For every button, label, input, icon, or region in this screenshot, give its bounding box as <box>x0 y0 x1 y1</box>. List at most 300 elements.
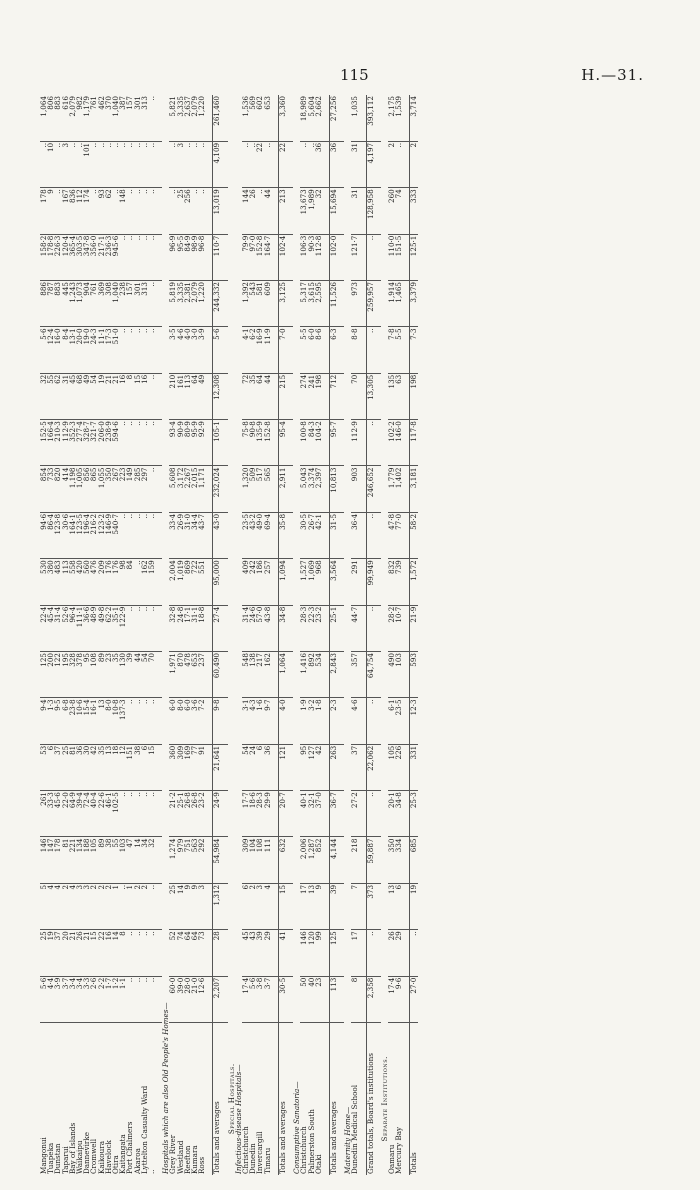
table-row <box>242 95 249 1175</box>
table-cell: 157 <box>126 281 133 327</box>
spacer-cell <box>221 883 228 929</box>
spacer-cell <box>359 559 367 605</box>
table-row <box>126 95 133 1175</box>
table-cell: 291 <box>351 559 358 605</box>
spacer-cell <box>337 837 344 883</box>
table-cell: 328·7 <box>83 420 90 466</box>
row-label: Kaitangata <box>119 1023 126 1176</box>
table-cell: .. <box>148 930 155 976</box>
table-cell: .. <box>191 141 198 187</box>
table-cell: 3·9 <box>54 976 61 1022</box>
table-cell: 46·1 <box>105 791 112 837</box>
table-cell: 870 <box>177 652 184 698</box>
table-cell: 3 <box>76 883 83 929</box>
table-cell: 33·3 <box>47 791 54 837</box>
table-cell: 261,460 <box>213 95 221 141</box>
row-label: Mercury Bay <box>395 1023 402 1176</box>
table-cell: 1·6 <box>256 698 263 744</box>
table-cell: 100·8 <box>300 420 307 466</box>
table-cell: 174 <box>83 188 90 234</box>
table-cell: 5·6 <box>40 327 47 373</box>
row-label: Reefton <box>184 1023 191 1176</box>
table-cell: 722 <box>191 559 198 605</box>
table-cell: 309 <box>242 837 249 883</box>
table-cell: 62 <box>105 188 112 234</box>
table-cell: 28·3 <box>256 791 263 837</box>
table-cell: 1,243 <box>69 281 76 327</box>
spacer-cell <box>286 373 293 419</box>
table-cell: 37 <box>54 930 61 976</box>
table-cell: 97·0 <box>249 234 256 280</box>
table-cell: 117·8 <box>410 420 418 466</box>
table-cell: 2 <box>410 141 418 187</box>
table-cell: 6 <box>242 883 249 929</box>
table-cell: 14 <box>112 930 119 976</box>
table-cell: 198 <box>410 373 418 419</box>
spacer-cell <box>359 327 367 373</box>
table-cell: 44 <box>134 652 141 698</box>
spacer-cell <box>286 188 293 234</box>
table-cell: 2·3 <box>329 698 337 744</box>
table-cell: 1,392 <box>242 281 249 327</box>
table-cell: 94·6 <box>40 512 47 558</box>
table-cell: 1,171 <box>198 466 205 512</box>
table-cell: 31·0 <box>184 512 191 558</box>
table-cell: 865 <box>90 466 97 512</box>
table-cell: 138 <box>249 652 256 698</box>
heading-filler <box>162 95 169 1023</box>
table-cell: 653 <box>191 652 198 698</box>
table-cell: 973 <box>351 281 358 327</box>
table-row <box>329 95 337 1175</box>
table-cell: 22 <box>278 141 286 187</box>
table-cell: 57·0 <box>256 605 263 651</box>
table-cell: 238 <box>119 281 126 327</box>
table-cell: 6·3 <box>329 327 337 373</box>
table-cell: 157 <box>125 96 135 110</box>
table-cell: 20 <box>62 930 69 976</box>
spacer-cell <box>286 95 293 141</box>
table-cell: 36 <box>264 744 271 790</box>
document-reference: H.—31. <box>581 66 644 84</box>
table-cell: 1 <box>112 883 119 929</box>
table-row <box>119 95 126 1175</box>
table-cell: 4,197 <box>366 141 374 187</box>
table-cell: .. <box>198 188 205 234</box>
table-cell: 31 <box>62 373 69 419</box>
table-cell: 22·6 <box>98 791 105 837</box>
table-cell: 6·1 <box>388 698 395 744</box>
table-cell: 1,040 <box>112 281 119 327</box>
spacer-cell <box>155 883 162 929</box>
spacer-cell <box>359 744 367 790</box>
table-cell: 14 <box>134 837 141 883</box>
table-cell: 28·0 <box>184 976 191 1022</box>
table-cell: 20·1 <box>388 791 395 837</box>
table-cell: 14 <box>177 883 184 929</box>
spacer-cell <box>155 141 162 187</box>
table-cell: 15 <box>148 744 155 790</box>
table-cell: 62·2 <box>105 605 112 651</box>
table-cell: 1,064 <box>39 96 48 117</box>
table-cell: 4,109 <box>213 141 221 187</box>
table-cell: 86·4 <box>47 512 54 558</box>
table-cell: 123·5 <box>76 512 83 558</box>
section-heading: Maternity Home— <box>343 1106 353 1174</box>
table-cell: 30·5 <box>300 512 307 558</box>
row-label: Totals and averages <box>213 1023 221 1176</box>
table-cell: 2 <box>98 883 105 929</box>
table-cell: .. <box>126 327 133 373</box>
table-cell: .. <box>126 930 133 976</box>
table-cell: 80·9 <box>184 420 191 466</box>
table-cell: 21,641 <box>213 744 221 790</box>
spacer-cell <box>286 605 293 651</box>
table-cell: .. <box>126 141 133 187</box>
table-cell: 103 <box>119 837 126 883</box>
table-cell: 102·2 <box>388 420 395 466</box>
table-cell: 18,989 <box>299 96 309 122</box>
table-cell: 42 <box>90 744 97 790</box>
table-cell: 152·8 <box>256 234 263 280</box>
row-label: Port Chalmers <box>126 1023 133 1176</box>
table-cell: 104·2 <box>315 420 322 466</box>
table-cell: 9·5 <box>54 698 61 744</box>
table-cell: 54 <box>141 652 148 698</box>
spacer-cell <box>155 605 162 651</box>
table-cell: 5·6 <box>40 976 47 1022</box>
table-cell: 35·8 <box>278 512 286 558</box>
section-heading-row <box>381 95 388 1175</box>
spacer-cell <box>155 466 162 512</box>
table-row <box>315 95 322 1175</box>
table-cell: 347·8 <box>83 234 90 280</box>
table-cell: 112 <box>76 188 83 234</box>
table-cell: 105·1 <box>213 420 221 466</box>
table-cell: 45·4 <box>47 605 54 651</box>
table-cell: 3·2 <box>308 698 315 744</box>
spacer-cell <box>359 652 367 698</box>
section-heading: Hospitals which are also Old People's Homes— <box>161 1002 171 1174</box>
table-cell: 53 <box>40 744 47 790</box>
table-cell: 221 <box>69 837 76 883</box>
table-cell: 3,564 <box>329 559 337 605</box>
table-cell: 24·8 <box>177 605 184 651</box>
table-cell: 256 <box>184 188 191 234</box>
table-cell: .. <box>148 234 155 280</box>
table-cell: 73 <box>198 930 205 976</box>
table-cell: 17·4 <box>388 976 395 1022</box>
table-cell: 112·9 <box>62 420 69 466</box>
table-cell: .. <box>126 234 133 280</box>
table-cell: 712 <box>329 373 337 419</box>
table-cell: 79·9 <box>242 234 249 280</box>
table-cell: 1,035 <box>350 96 360 117</box>
table-cell: 98·9 <box>191 234 198 280</box>
table-cell: .. <box>126 420 133 466</box>
table-cell: 146·9 <box>105 512 112 558</box>
table-cell: 64 <box>191 930 198 976</box>
table-cell: 64·9 <box>69 791 76 837</box>
table-cell: 581 <box>256 281 263 327</box>
table-cell: 4·1 <box>242 327 249 373</box>
spacer-cell <box>155 744 162 790</box>
table-cell: 21 <box>105 373 112 419</box>
spacer-cell <box>337 95 344 141</box>
spacer-cell <box>221 791 228 837</box>
spacer-cell <box>359 188 367 234</box>
heading-filler <box>228 95 235 1023</box>
row-label: .. <box>148 1023 155 1176</box>
table-row <box>351 95 358 1175</box>
table-cell: 509 <box>249 466 256 512</box>
table-cell: 149 <box>126 466 133 512</box>
table-cell: 11·1 <box>98 327 105 373</box>
spacer-cell <box>155 188 162 234</box>
table-cell: 409 <box>242 559 249 605</box>
table-cell: 21 <box>83 930 90 976</box>
table-cell: 69·4 <box>264 512 271 558</box>
table-cell: 6·0 <box>169 698 176 744</box>
spacer-cell <box>359 466 367 512</box>
table-cell: 565 <box>264 466 271 512</box>
table-cell: 35·1 <box>112 605 119 651</box>
table-cell: 832 <box>388 559 395 605</box>
table-cell: 44 <box>264 373 271 419</box>
table-cell: 3,374 <box>308 466 315 512</box>
table-cell: 17·7 <box>242 791 249 837</box>
table-cell: 35 <box>112 652 119 698</box>
table-cell: 7·3 <box>410 327 418 373</box>
table-cell: 161 <box>177 373 184 419</box>
table-cell: 113 <box>62 559 69 605</box>
table-cell: 297 <box>141 466 148 512</box>
table-cell: 373 <box>366 883 374 929</box>
table-cell: 4,144 <box>329 837 337 883</box>
table-cell: 12,308 <box>213 373 221 419</box>
table-cell: 40·1 <box>300 791 307 837</box>
spacer-cell <box>155 837 162 883</box>
table-cell: 144 <box>242 188 249 234</box>
row-label: Oamaru <box>388 1023 395 1176</box>
table-cell: 47·8 <box>388 512 395 558</box>
table-cell: 22 <box>256 141 263 187</box>
section-heading: Infectious-disease Hospitals— <box>233 1064 243 1174</box>
table-cell: 81 <box>69 744 76 790</box>
table-cell: 31·1 <box>191 605 198 651</box>
table-cell: 2,267 <box>184 466 191 512</box>
table-cell: 968 <box>315 559 322 605</box>
table-cell: 10 <box>47 141 54 187</box>
table-cell: 25·3 <box>410 791 418 837</box>
table-cell: 5,608 <box>169 466 176 512</box>
table-cell: 113 <box>329 976 337 1022</box>
table-cell: .. <box>395 141 402 187</box>
table-cell: 112·9 <box>351 420 358 466</box>
table-cell: 350 <box>388 837 395 883</box>
table-cell: 43 <box>249 930 256 976</box>
table-cell: 246,652 <box>366 466 374 512</box>
table-cell: 188 <box>83 837 90 883</box>
table-cell: 39 <box>256 930 263 976</box>
table-cell: 333 <box>410 188 418 234</box>
spacer-cell <box>155 234 162 280</box>
table-cell: 89 <box>98 652 105 698</box>
spacer-row <box>221 95 228 1175</box>
spacer-cell <box>155 698 162 744</box>
table-cell: 2,079 <box>190 96 200 117</box>
table-cell: .. <box>134 791 141 837</box>
table-cell: 28 <box>213 930 221 976</box>
row-label: Dunstan <box>54 1023 61 1176</box>
table-cell: 6 <box>141 744 148 790</box>
table-cell: 12·4 <box>47 327 54 373</box>
table-cell: 128,958 <box>366 188 374 234</box>
table-row <box>54 95 61 1175</box>
table-cell: 206·0 <box>98 420 105 466</box>
table-cell: .. <box>141 930 148 976</box>
table-cell: 9·7 <box>264 698 271 744</box>
row-label: Bay of Islands <box>69 1023 76 1176</box>
table-cell: 2,911 <box>278 466 286 512</box>
table-cell: 1,914 <box>388 281 395 327</box>
table-cell: 259,957 <box>366 281 374 327</box>
row-label: Mangonui <box>40 1023 47 1176</box>
table-cell: .. <box>249 141 256 187</box>
table-cell: 110·7 <box>213 234 221 280</box>
table-cell: 195 <box>62 652 69 698</box>
spacer-cell <box>221 698 228 744</box>
table-cell: 50 <box>300 976 307 1022</box>
spacer-cell <box>221 976 228 1022</box>
spacer-cell <box>374 95 381 141</box>
table-cell: 1·8 <box>315 698 322 744</box>
table-cell: 1·9 <box>300 698 307 744</box>
table-cell: 70 <box>351 373 358 419</box>
spacer-cell <box>374 698 381 744</box>
table-cell: .. <box>134 512 141 558</box>
spacer-cell <box>337 234 344 280</box>
spacer-cell <box>359 605 367 651</box>
spacer-cell <box>337 559 344 605</box>
table-cell: 462 <box>96 96 106 110</box>
table-cell: 334 <box>395 837 402 883</box>
table-cell: .. <box>119 883 126 929</box>
table-cell: 892 <box>308 652 315 698</box>
table-cell: 4 <box>69 883 76 929</box>
table-cell: 19 <box>410 883 418 929</box>
spacer-cell <box>337 512 344 558</box>
table-cell: .. <box>76 141 83 187</box>
table-cell: 274 <box>300 373 307 419</box>
spacer-cell <box>374 512 381 558</box>
spacer-cell <box>337 327 344 373</box>
table-cell: 23 <box>105 652 112 698</box>
spacer-cell <box>359 234 367 280</box>
table-cell: .. <box>119 420 126 466</box>
table-cell: 102·0 <box>329 234 337 280</box>
table-cell: 210·3 <box>54 420 61 466</box>
spacer-cell <box>286 559 293 605</box>
table-cell: 308 <box>105 281 112 327</box>
table-cell: 23·2 <box>198 791 205 837</box>
table-cell: 3 <box>62 141 69 187</box>
table-cell: 90·8 <box>249 420 256 466</box>
table-cell: 12 <box>119 744 126 790</box>
table-cell: 99,949 <box>366 559 374 605</box>
table-cell: 13·1 <box>69 327 76 373</box>
table-cell: .. <box>54 188 61 234</box>
table-cell: 21·9 <box>410 605 418 651</box>
spacer-cell <box>402 930 410 976</box>
table-cell: 123·8 <box>54 512 61 558</box>
spacer-cell <box>359 930 367 976</box>
table-cell: 24·3 <box>90 327 97 373</box>
spacer-cell <box>155 373 162 419</box>
table-cell: .. <box>169 141 176 187</box>
table-cell: 370 <box>103 96 113 110</box>
table-cell: 1,536 <box>241 96 251 117</box>
spacer-cell <box>221 141 228 187</box>
table-cell: 6·0 <box>184 698 191 744</box>
spacer-cell <box>286 512 293 558</box>
spacer-cell <box>359 698 367 744</box>
table-cell: 1,198 <box>69 466 76 512</box>
spacer-cell <box>221 744 228 790</box>
table-cell: 3,615 <box>308 281 315 327</box>
table-cell: 1,220 <box>197 96 207 117</box>
table-cell: 594·6 <box>112 420 119 466</box>
table-cell: 20·0 <box>76 327 83 373</box>
table-cell: 3·9 <box>198 327 205 373</box>
table-cell: 309 <box>177 744 184 790</box>
table-cell: 16 <box>119 373 126 419</box>
table-cell: 121·7 <box>351 234 358 280</box>
table-cell: 1,465 <box>395 281 402 327</box>
spacer-cell <box>359 976 367 1022</box>
table-row <box>249 95 256 1175</box>
spacer-cell <box>359 141 367 187</box>
row-label: Kumara <box>191 1023 198 1176</box>
table-cell: 27·4 <box>213 605 221 651</box>
table-cell: 28·2 <box>388 605 395 651</box>
table-cell: .. <box>148 791 155 837</box>
table-cell: 21·0 <box>191 976 198 1022</box>
spacer-cell <box>374 234 381 280</box>
table-cell: 1,274 <box>169 837 176 883</box>
table-cell: 1,040 <box>111 96 121 117</box>
spacer-cell <box>359 512 367 558</box>
table-cell: 16·1 <box>90 698 97 744</box>
table-cell: 237 <box>198 652 205 698</box>
spacer-cell <box>221 95 228 141</box>
table-cell: 4·0 <box>278 698 286 744</box>
table-cell: 244,332 <box>213 281 221 327</box>
table-row <box>83 95 90 1175</box>
table-row <box>62 95 69 1175</box>
table-cell: 43·7 <box>198 512 205 558</box>
table-cell: 9·6 <box>395 976 402 1022</box>
table-cell: 16·0 <box>54 327 61 373</box>
spacer-cell <box>286 976 293 1022</box>
table-cell: .. <box>366 791 374 837</box>
table-cell: 84·9 <box>184 234 191 280</box>
table-cell: 34 <box>141 837 148 883</box>
table-cell: 164·7 <box>264 234 271 280</box>
table-cell: 4·6 <box>351 698 358 744</box>
table-cell: 105 <box>90 837 97 883</box>
table-cell: 23·5 <box>395 698 402 744</box>
